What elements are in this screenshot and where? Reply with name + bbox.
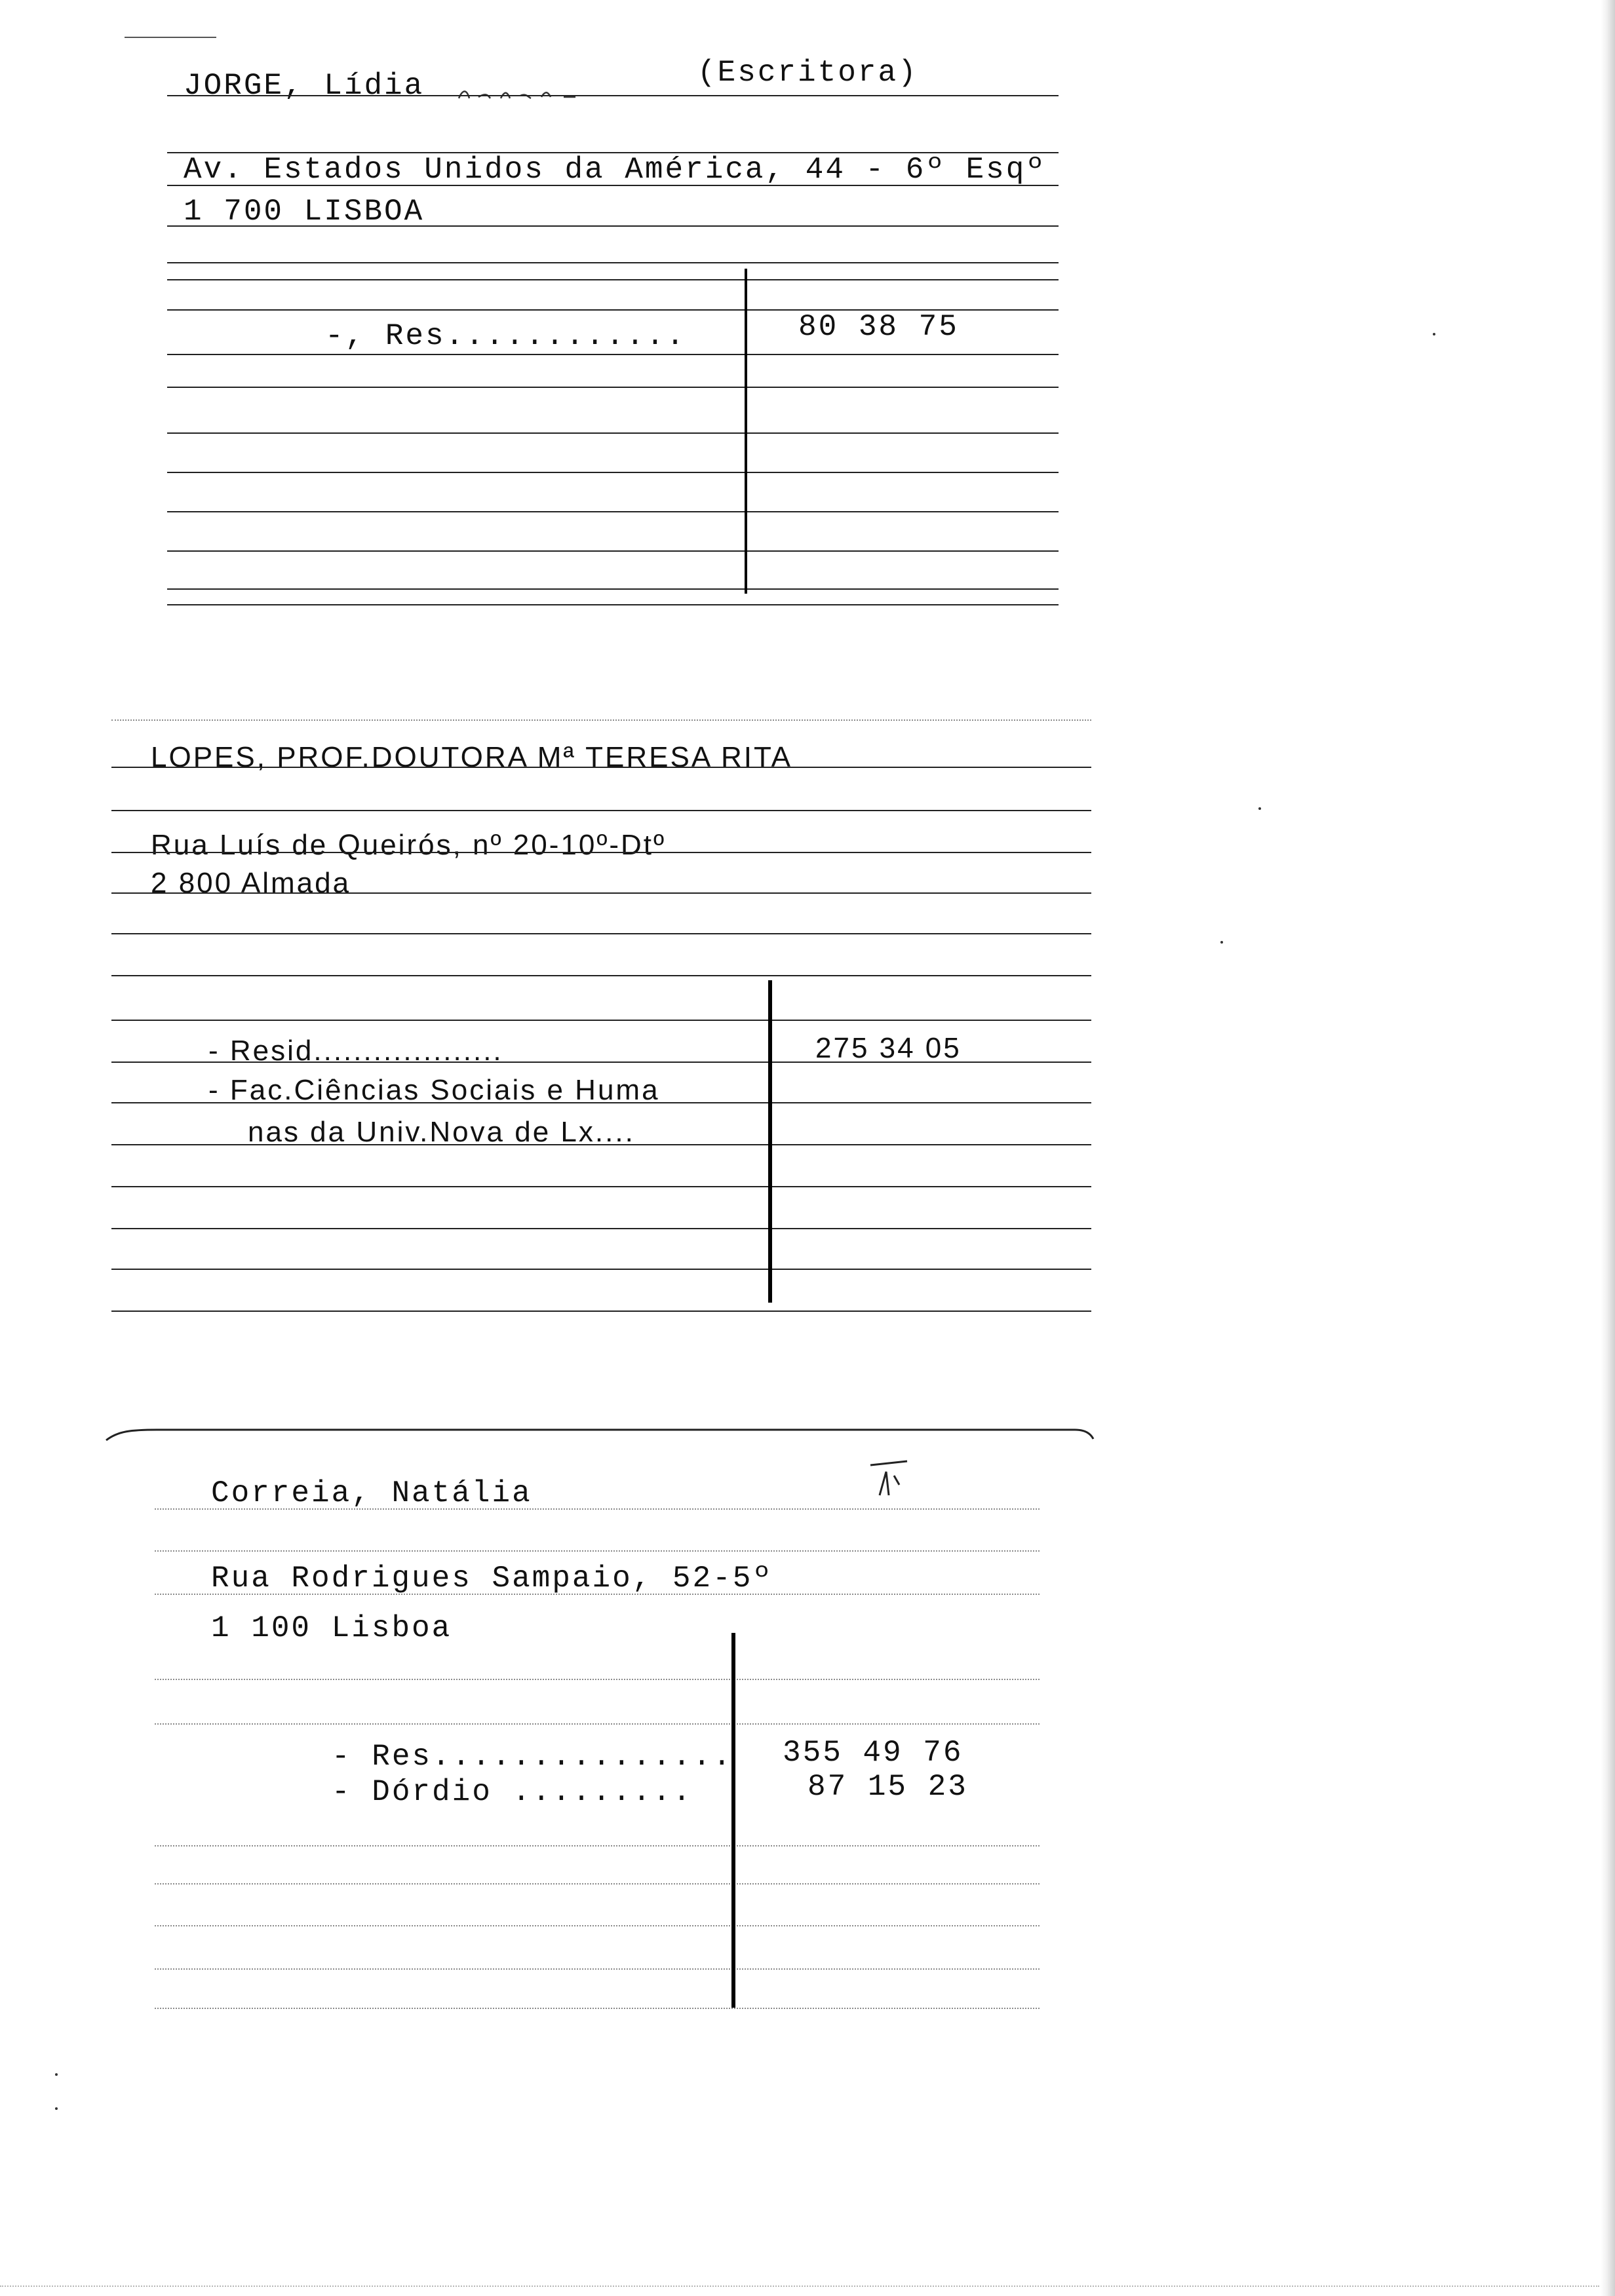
ruled-line bbox=[167, 511, 1059, 512]
ruled-line bbox=[111, 852, 1091, 853]
contact-name: JORGE, Lídia bbox=[184, 69, 425, 103]
handwritten-scribble bbox=[452, 73, 649, 106]
phone-number: 87 15 23 bbox=[808, 1770, 968, 1804]
ruled-line bbox=[167, 225, 1059, 227]
phone-label: nas da Univ.Nova de Lx.... bbox=[248, 1116, 635, 1148]
address-line-2: 1 700 LISBOA bbox=[184, 195, 425, 229]
ruled-line bbox=[167, 185, 1059, 186]
phone-number: 80 38 75 bbox=[798, 310, 959, 344]
ruled-line bbox=[167, 550, 1059, 552]
ruled-line bbox=[155, 1925, 1040, 1926]
scan-right-edge bbox=[1601, 0, 1615, 2296]
phone-label: - Fac.Ciências Sociais e Huma bbox=[208, 1074, 660, 1106]
ruled-line bbox=[111, 810, 1091, 811]
ruled-line bbox=[155, 1883, 1040, 1885]
phone-label: - Res............... bbox=[332, 1740, 733, 1774]
ruled-line bbox=[167, 604, 1059, 605]
ruled-line bbox=[111, 1311, 1091, 1312]
scan-speck bbox=[1433, 333, 1435, 335]
contact-name: Correia, Natália bbox=[211, 1476, 532, 1510]
ruled-line bbox=[155, 1550, 1040, 1552]
ruled-line bbox=[167, 387, 1059, 388]
phone-label: - Resid................... bbox=[208, 1035, 503, 1067]
ruled-line bbox=[155, 1594, 1040, 1595]
ruled-line bbox=[167, 279, 1059, 280]
phone-number: 275 34 05 bbox=[815, 1032, 962, 1064]
ruled-line bbox=[167, 262, 1059, 263]
handwritten-mark bbox=[866, 1456, 912, 1502]
phone-label: -, Res............ bbox=[325, 319, 686, 353]
phone-number: 355 49 76 bbox=[783, 1736, 963, 1770]
ruled-line bbox=[111, 975, 1091, 976]
name-rule bbox=[167, 95, 1059, 96]
ruled-line bbox=[111, 933, 1091, 934]
name-rule bbox=[111, 767, 1091, 768]
column-divider bbox=[745, 269, 747, 594]
contact-role: (Escritora) bbox=[697, 56, 918, 90]
ruled-line bbox=[155, 2008, 1040, 2009]
address-line-1: Av. Estados Unidos da América, 44 - 6º Esqº bbox=[184, 153, 1046, 187]
scan-speck bbox=[1258, 807, 1261, 810]
card-top-rule bbox=[111, 719, 1091, 721]
ruled-line bbox=[155, 1968, 1040, 1970]
address-line-1: Rua Luís de Queirós, nº 20-10º-Dtº bbox=[151, 829, 667, 861]
ruled-line bbox=[111, 1102, 1091, 1103]
card-top-rule bbox=[105, 1427, 1095, 1443]
scan-speck bbox=[1220, 941, 1223, 944]
ruled-line bbox=[155, 1679, 1040, 1680]
phone-label: - Dórdio ......... bbox=[332, 1775, 693, 1809]
ruled-line bbox=[167, 472, 1059, 473]
ruled-line bbox=[111, 1020, 1091, 1021]
address-line-2: 2 800 Almada bbox=[151, 867, 351, 899]
scan-bottom-edge bbox=[0, 2286, 1599, 2287]
column-divider bbox=[768, 980, 772, 1303]
ruled-line bbox=[111, 1186, 1091, 1187]
card-top-rule bbox=[125, 37, 216, 38]
ruled-line bbox=[155, 1508, 1040, 1510]
ruled-line bbox=[167, 354, 1059, 355]
ruled-line bbox=[111, 892, 1091, 894]
ruled-line bbox=[111, 1269, 1091, 1270]
ruled-line bbox=[111, 1062, 1091, 1063]
ruled-line bbox=[111, 1228, 1091, 1229]
ruled-line bbox=[167, 432, 1059, 434]
contact-name: LOPES, PROF.DOUTORA Mª TERESA RITA bbox=[151, 741, 792, 773]
address-line-2: 1 100 Lisboa bbox=[211, 1611, 452, 1645]
scan-speck bbox=[55, 2107, 58, 2110]
ruled-line bbox=[155, 1845, 1040, 1846]
ruled-line bbox=[111, 1144, 1091, 1145]
address-line-1: Rua Rodrigues Sampaio, 52-5º bbox=[211, 1561, 773, 1596]
ruled-line bbox=[167, 588, 1059, 590]
scan-speck bbox=[55, 2073, 58, 2076]
column-divider bbox=[731, 1633, 735, 2008]
ruled-line bbox=[155, 1723, 1040, 1725]
